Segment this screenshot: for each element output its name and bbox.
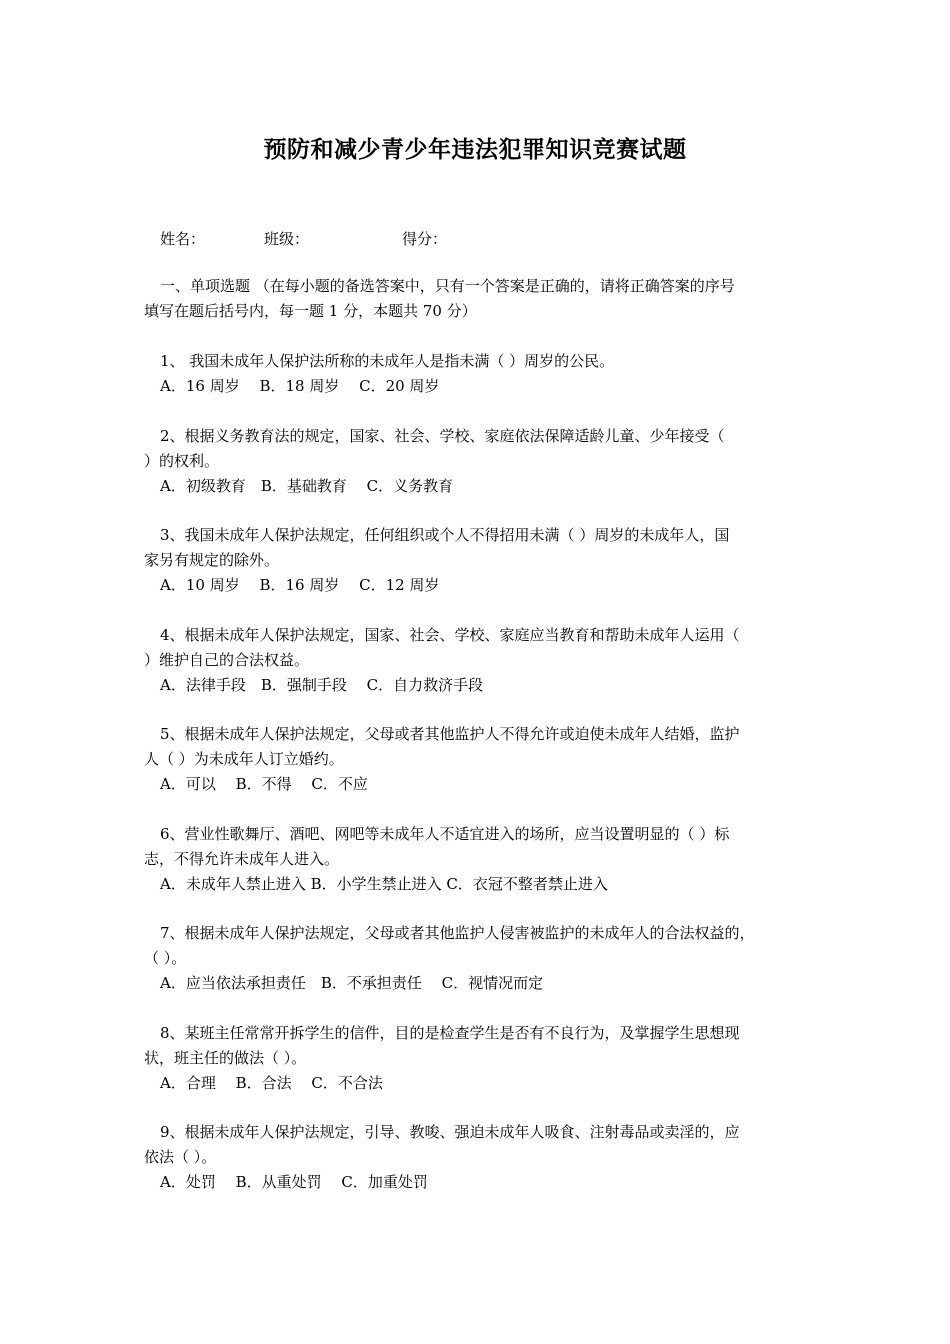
question-2-options: A．初级教育 B．基础教育 C．义务教育 xyxy=(160,477,454,495)
question-3-text-cont: 家另有规定的除外。 xyxy=(144,551,280,569)
question-5-options: A．可以 B．不得 C．不应 xyxy=(160,775,368,793)
question-2-text-cont: ）的权利。 xyxy=(144,452,220,470)
question-4-text-cont: ）维护自己的合法权益。 xyxy=(144,651,310,669)
question-7-text: 7、根据未成年人保护法规定，父母或者其他监护人侵害被监护的未成年人的合法权益的， xyxy=(160,924,755,942)
question-8-text-cont: 状，班主任的做法（ ）。 xyxy=(144,1049,307,1067)
name-label: 姓名： xyxy=(160,230,206,248)
question-3-text: 3、我国未成年人保护法规定，任何组织或个人不得招用未满（ ）周岁的未成年人，国 xyxy=(160,526,730,544)
question-5-text: 5、根据未成年人保护法规定，父母或者其他监护人不得允许或迫使未成年人结婚，监护 xyxy=(160,725,740,743)
question-9-text: 9、根据未成年人保护法规定，引导、教唆、强迫未成年人吸食、注射毒品或卖淫的，应 xyxy=(160,1123,740,1141)
question-4-options: A．法律手段 B．强制手段 C．自力救济手段 xyxy=(160,676,484,694)
question-9-text-cont: 依法（ ）。 xyxy=(144,1148,217,1166)
question-6-text: 6、营业性歌舞厅、酒吧、网吧等未成年人不适宜进入的场所，应当设置明显的（ ）标 xyxy=(160,825,730,843)
page-title: 预防和减少青少年违法犯罪知识竞赛试题 xyxy=(263,136,687,163)
question-5-text-cont: 人（ ）为未成年人订立婚约。 xyxy=(144,750,344,768)
student-info-row xyxy=(160,229,447,249)
question-2-text: 2、根据义务教育法的规定，国家、社会、学校、家庭依法保障适龄儿童、少年接受（ xyxy=(160,427,725,445)
question-4-text: 4、根据未成年人保护法规定，国家、社会、学校、家庭应当教育和帮助未成年人运用（ xyxy=(160,626,740,644)
question-6-text-cont: 志，不得允许未成年人进入。 xyxy=(144,850,340,868)
question-3-options: A．10 周岁 B．16 周岁 C．12 周岁 xyxy=(160,576,440,594)
question-1-text: 1、 我国未成年人保护法所称的未成年人是指未满（ ）周岁的公民。 xyxy=(160,352,615,370)
question-7-options: A．应当依法承担责任 B．不承担责任 C．视情况而定 xyxy=(160,974,544,992)
question-7-text-cont: （ ）。 xyxy=(144,949,187,967)
score-label: 得分： xyxy=(402,230,448,248)
class-label: 班级： xyxy=(264,230,310,248)
section-heading: 一、单项选题 （在每小题的备选答案中，只有一个答案是正确的，请将正确答案的序号 xyxy=(160,277,735,295)
question-9-options: A．处罚 B．从重处罚 C．加重处罚 xyxy=(160,1173,428,1191)
question-1-options: A．16 周岁 B．18 周岁 C．20 周岁 xyxy=(160,377,440,395)
question-8-options: A．合理 B．合法 C．不合法 xyxy=(160,1074,383,1092)
question-8-text: 8、某班主任常常开拆学生的信件，目的是检查学生是否有不良行为，及掌握学生思想现 xyxy=(160,1024,740,1042)
section-instructions: 填写在题后括号内，每一题 1 分，本题共 70 分） xyxy=(144,302,477,320)
question-6-options: A．未成年人禁止进入 B．小学生禁止进入 C．衣冠不整者禁止进入 xyxy=(160,875,608,893)
